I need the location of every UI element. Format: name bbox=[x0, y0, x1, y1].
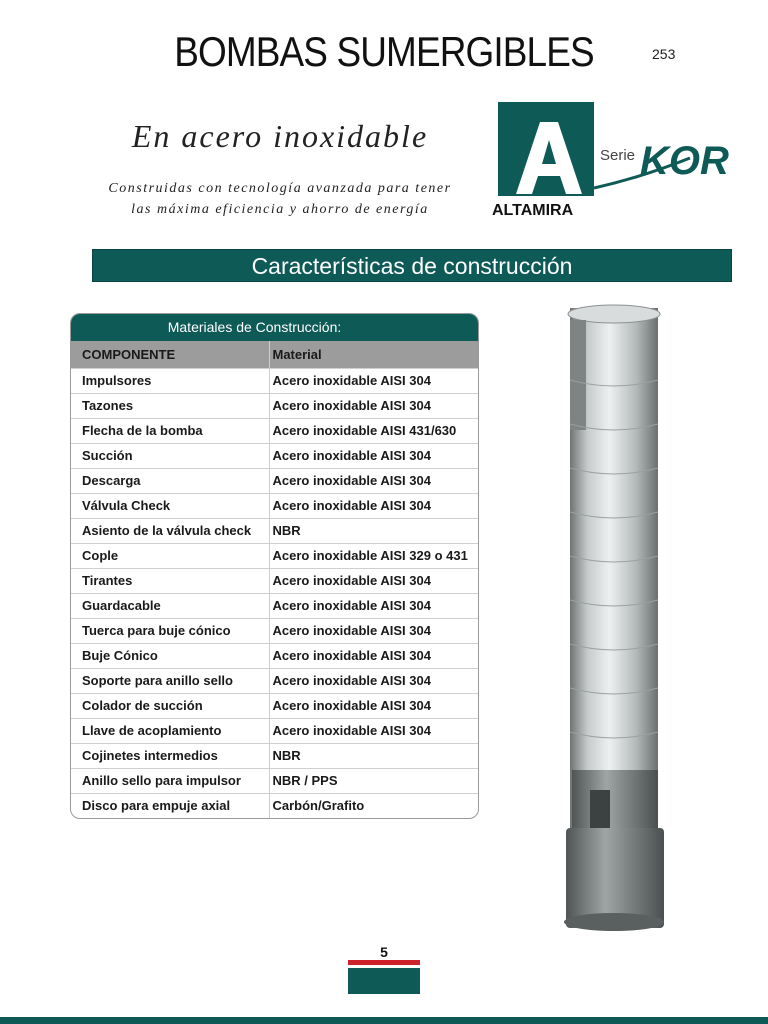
material-cell: Acero inoxidable AISI 304 bbox=[269, 718, 478, 743]
material-cell: Acero inoxidable AISI 329 o 431 bbox=[269, 543, 478, 568]
component-cell: Guardacable bbox=[71, 593, 269, 618]
component-cell: Succión bbox=[71, 443, 269, 468]
component-cell: Colador de succión bbox=[71, 693, 269, 718]
table-row bbox=[71, 668, 478, 693]
table-row bbox=[71, 693, 478, 718]
material-cell: Acero inoxidable AISI 431/630 bbox=[269, 418, 478, 443]
footer-red-bar bbox=[348, 960, 420, 965]
tagline bbox=[80, 178, 480, 220]
table-row bbox=[71, 468, 478, 493]
tagline-line-1: Construidas con tecnología avanzada para tener bbox=[108, 181, 452, 196]
material-cell: NBR bbox=[269, 518, 478, 543]
table-row bbox=[71, 518, 478, 543]
component-cell: Disco para empuje axial bbox=[71, 793, 269, 818]
footer-green-block bbox=[348, 968, 420, 994]
page-title: BOMBAS SUMERGIBLES bbox=[174, 28, 594, 75]
table-row bbox=[71, 618, 478, 643]
table-row bbox=[71, 418, 478, 443]
bottom-bar bbox=[0, 1017, 768, 1024]
subtitle: En acero inoxidable bbox=[131, 118, 429, 154]
page-number-top: 253 bbox=[652, 46, 676, 62]
material-cell: Acero inoxidable AISI 304 bbox=[269, 368, 478, 393]
material-cell: Acero inoxidable AISI 304 bbox=[269, 593, 478, 618]
table-row bbox=[71, 793, 478, 818]
footer-page-number: 5 bbox=[380, 944, 388, 960]
section-banner: Características de construcción bbox=[92, 249, 732, 282]
column-header-material: Material bbox=[269, 341, 478, 368]
material-cell: Acero inoxidable AISI 304 bbox=[269, 618, 478, 643]
materials-table bbox=[70, 313, 479, 819]
materials-table-body bbox=[71, 368, 478, 818]
material-cell: Acero inoxidable AISI 304 bbox=[269, 493, 478, 518]
column-header-componente: COMPONENTE bbox=[71, 341, 269, 368]
component-cell: Tazones bbox=[71, 393, 269, 418]
material-cell: NBR / PPS bbox=[269, 768, 478, 793]
component-cell: Flecha de la bomba bbox=[71, 418, 269, 443]
component-cell: Tirantes bbox=[71, 568, 269, 593]
component-cell: Soporte para anillo sello bbox=[71, 668, 269, 693]
table-row bbox=[71, 568, 478, 593]
logo-serie-label: Serie bbox=[600, 147, 636, 164]
material-cell: NBR bbox=[269, 743, 478, 768]
table-row bbox=[71, 768, 478, 793]
material-cell: Acero inoxidable AISI 304 bbox=[269, 668, 478, 693]
table-row bbox=[71, 593, 478, 618]
logo-brand: ALTAMIRA bbox=[492, 202, 574, 219]
table-row bbox=[71, 443, 478, 468]
material-cell: Carbón/Grafito bbox=[269, 793, 478, 818]
table-row bbox=[71, 718, 478, 743]
table-row bbox=[71, 493, 478, 518]
component-cell: Impulsores bbox=[71, 368, 269, 393]
table-row bbox=[71, 393, 478, 418]
component-cell: Válvula Check bbox=[71, 493, 269, 518]
material-cell: Acero inoxidable AISI 304 bbox=[269, 393, 478, 418]
submersible-pump-image bbox=[556, 300, 668, 932]
material-cell: Acero inoxidable AISI 304 bbox=[269, 443, 478, 468]
table-row bbox=[71, 543, 478, 568]
tagline-line-2: las máxima eficiencia y ahorro de energía bbox=[131, 202, 429, 217]
component-cell: Asiento de la válvula check bbox=[71, 518, 269, 543]
component-cell: Cople bbox=[71, 543, 269, 568]
altamira-logo bbox=[490, 100, 740, 220]
table-row bbox=[71, 368, 478, 393]
logo-series-name: KOR bbox=[640, 139, 729, 183]
material-cell: Acero inoxidable AISI 304 bbox=[269, 643, 478, 668]
table-row bbox=[71, 643, 478, 668]
material-cell: Acero inoxidable AISI 304 bbox=[269, 568, 478, 593]
component-cell: Tuerca para buje cónico bbox=[71, 618, 269, 643]
component-cell: Descarga bbox=[71, 468, 269, 493]
component-cell: Llave de acoplamiento bbox=[71, 718, 269, 743]
component-cell: Cojinetes intermedios bbox=[71, 743, 269, 768]
component-cell: Buje Cónico bbox=[71, 643, 269, 668]
table-header-row bbox=[71, 341, 478, 368]
materials-table-title: Materiales de Construcción: bbox=[71, 314, 478, 341]
material-cell: Acero inoxidable AISI 304 bbox=[269, 468, 478, 493]
component-cell: Anillo sello para impulsor bbox=[71, 768, 269, 793]
material-cell: Acero inoxidable AISI 304 bbox=[269, 693, 478, 718]
table-row bbox=[71, 743, 478, 768]
